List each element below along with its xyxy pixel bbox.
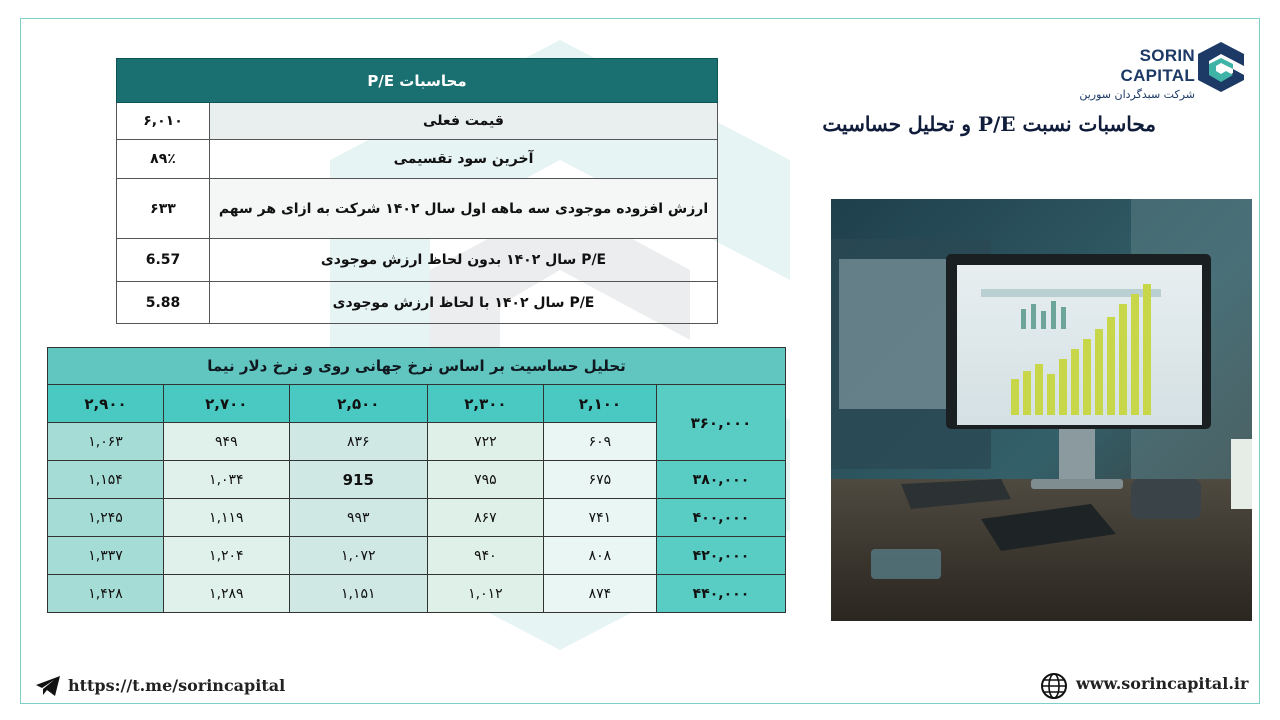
- row-header-cell: ۴۲۰,۰۰۰: [656, 537, 785, 575]
- telegram-icon: [36, 676, 60, 696]
- pe-calculation-table: [116, 58, 718, 324]
- column-header: ۲,۳۰۰: [427, 385, 543, 423]
- table-cell: ۷۹۵: [427, 461, 543, 499]
- table-cell: ۱,۴۲۸: [48, 575, 164, 613]
- table-cell: ۷۴۱: [543, 499, 656, 537]
- table-cell: ۱,۰۱۲: [427, 575, 543, 613]
- table-cell: ۶۰۹: [543, 423, 656, 461]
- sorin-logo-icon: [1198, 42, 1244, 92]
- pe-row-value: 5.88: [117, 282, 210, 324]
- table-row: [117, 179, 718, 239]
- column-header: ۲,۹۰۰: [48, 385, 164, 423]
- globe-icon: [1040, 672, 1068, 700]
- pe-row-value: 6.57: [117, 239, 210, 282]
- table-row: [48, 499, 786, 537]
- pe-row-label: آخرین سود تقسیمی: [210, 140, 718, 179]
- row-header-cell: ۴۴۰,۰۰۰: [656, 575, 785, 613]
- table-row: [117, 282, 718, 324]
- table-cell: ۱,۲۴۵: [48, 499, 164, 537]
- table-cell: ۹۴۰: [427, 537, 543, 575]
- row-header-cell: ۳۸۰,۰۰۰: [656, 461, 785, 499]
- table-cell: ۱,۰۷۲: [289, 537, 427, 575]
- pe-row-label: P/E سال ۱۴۰۲ بدون لحاظ ارزش موجودی: [210, 239, 718, 282]
- column-header: ۲,۱۰۰: [543, 385, 656, 423]
- table-cell: ۱,۱۱۹: [163, 499, 289, 537]
- table-row: [48, 461, 786, 499]
- website-link[interactable]: www.sorincapital.ir: [1076, 674, 1249, 693]
- sensitivity-table-title: تحلیل حساسیت بر اساس نرخ جهانی روی و نرخ دلار نیما: [48, 348, 786, 385]
- table-row: [117, 140, 718, 179]
- telegram-link[interactable]: https://t.me/sorincapital: [68, 676, 286, 695]
- table-cell: ۱,۰۳۴: [163, 461, 289, 499]
- page-title: محاسبات نسبت P/E و تحلیل حساسیت: [822, 112, 1156, 136]
- pe-row-value: ۶۳۳: [117, 179, 210, 239]
- pe-row-label: قیمت فعلی: [210, 103, 718, 140]
- sensitivity-table: [47, 347, 786, 613]
- table-row: [117, 239, 718, 282]
- row-header-cell: ۴۰۰,۰۰۰: [656, 499, 785, 537]
- table-row: [48, 537, 786, 575]
- table-cell: ۱,۱۵۴: [48, 461, 164, 499]
- brand-name: SORIN CAPITAL: [1120, 46, 1195, 85]
- table-cell: ۱,۲۰۴: [163, 537, 289, 575]
- pe-row-value: ۶,۰۱۰: [117, 103, 210, 140]
- table-cell: ۱,۳۳۷: [48, 537, 164, 575]
- table-row: [48, 575, 786, 613]
- table-cell: ۱,۱۵۱: [289, 575, 427, 613]
- pe-row-value: ۸۹٪: [117, 140, 210, 179]
- table-cell: ۹۹۳: [289, 499, 427, 537]
- desk-monitor-illustration: [831, 199, 1252, 621]
- pe-table-header: محاسبات P/E: [117, 59, 718, 103]
- table-cell: ۸۰۸: [543, 537, 656, 575]
- table-cell: ۶۷۵: [543, 461, 656, 499]
- table-cell: 915: [289, 461, 427, 499]
- table-cell: ۸۶۷: [427, 499, 543, 537]
- table-cell: ۸۳۶: [289, 423, 427, 461]
- brand-logo: [1070, 42, 1245, 101]
- table-cell: ۱,۰۶۳: [48, 423, 164, 461]
- column-header: ۲,۷۰۰: [163, 385, 289, 423]
- column-header: ۲,۵۰۰: [289, 385, 427, 423]
- pe-row-label: ارزش افزوده موجودی سه ماهه اول سال ۱۴۰۲ شرکت به ازای هر سهم: [210, 179, 718, 239]
- brand-subtitle: شرکت سبدگردان سورین: [1079, 88, 1195, 101]
- table-cell: ۷۲۲: [427, 423, 543, 461]
- table-cell: ۸۷۴: [543, 575, 656, 613]
- table-row: [117, 103, 718, 140]
- table-cell: ۹۴۹: [163, 423, 289, 461]
- pe-row-label: P/E سال ۱۴۰۲ با لحاظ ارزش موجودی: [210, 282, 718, 324]
- table-cell: ۱,۲۸۹: [163, 575, 289, 613]
- row-header-cell: ۳۶۰,۰۰۰: [656, 385, 785, 461]
